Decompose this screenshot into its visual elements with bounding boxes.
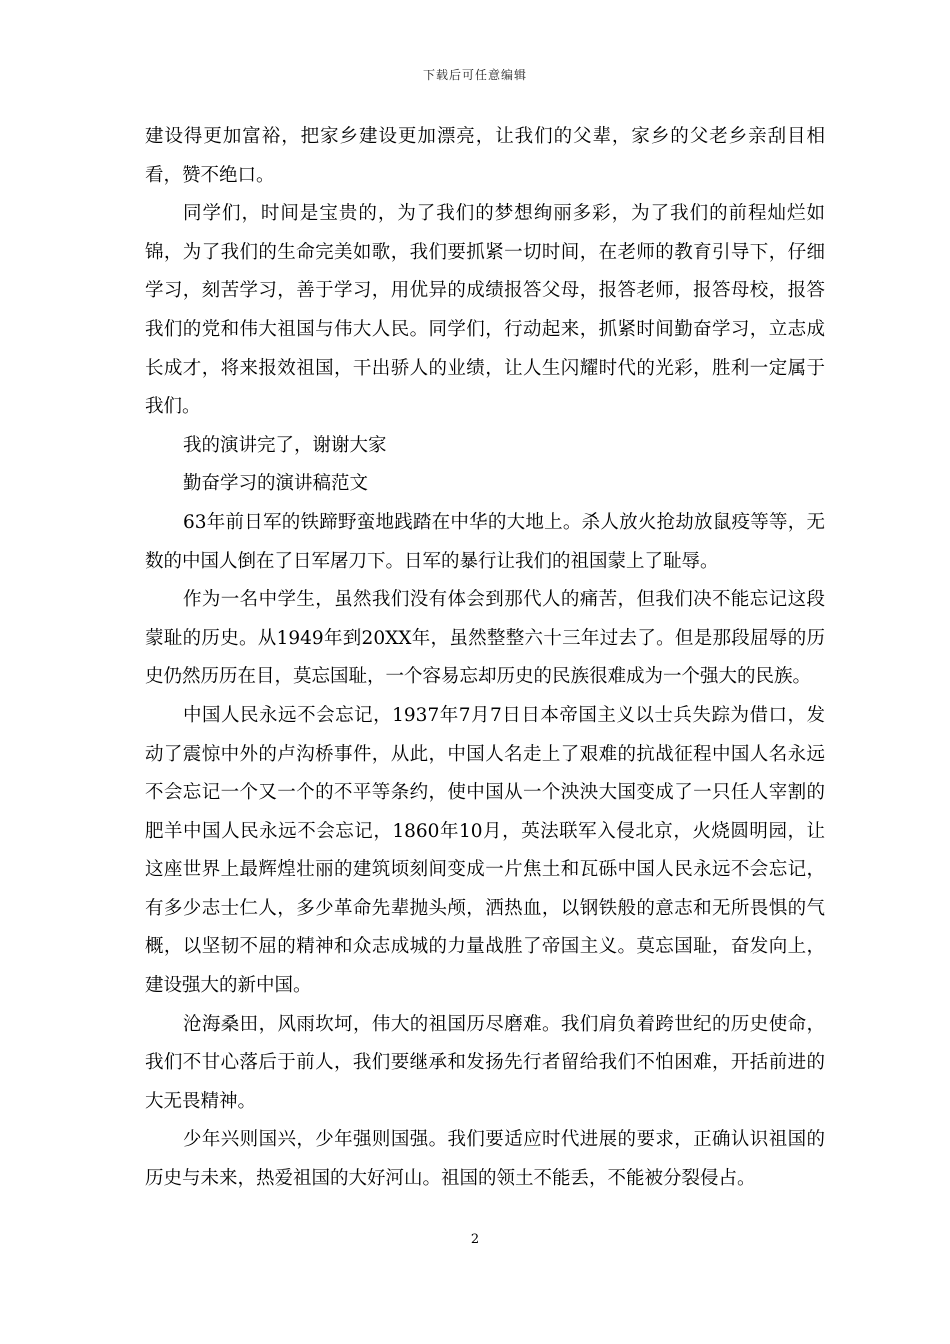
paragraph-7: 中国人民永远不会忘记，1937年7月7日日本帝国主义以士兵失踪为借口，发动了震惊中外的卢沟桥事件，从此，中国人名走上了艰难的抗战征程中国人名永远不会忘记一个又一个的不平等条约，使中国从一个泱泱大国变成了一只任人宰割的肥羊中国人民永远不会忘记，1860年10月，英法联军入侵北京，火烧圆明园，让这座世界上最辉煌壮丽的建筑顷刻间变成一片焦土和瓦砾中国人民永远不会忘记，有多少志士仁人，多少革命先辈抛头颅，洒热血，以钢铁般的意志和无所畏惧的气概，以坚韧不屈的精神和众志成城的力量战胜了帝国主义。莫忘国耻，奋发向上，建设强大的新中国。 xyxy=(145,704,825,997)
paragraph-2: 同学们，时间是宝贵的，为了我们的梦想绚丽多彩，为了我们的前程灿烂如锦，为了我们的生命完美如歌，我们要抓紧一切时间，在老师的教育引导下，仔细学习，刻苦学习，善于学习，用优异的成绩报答父母，报答老师，报答母校，报答我们的党和伟大祖国与伟大人民。同学们，行动起来，抓紧时间勤奋学习，立志成长成才，将来报效祖国，干出骄人的业绩，让人生闪耀时代的光彩，胜利一定属于我们。 xyxy=(145,203,825,418)
page-number: 2 xyxy=(470,1232,480,1247)
paragraph-5: 63年前日军的铁蹄野蛮地践踏在中华的大地上。杀人放火抢劫放鼠疫等等，无数的中国人倒在了日军屠刀下。日军的暴行让我们的祖国蒙上了耻辱。 xyxy=(145,511,825,572)
paragraph-1: 建设得更加富裕，把家乡建设更加漂亮，让我们的父辈，家乡的父老乡亲刮目相看，赞不绝口。 xyxy=(145,126,825,186)
paragraph-6: 作为一名中学生，虽然我们没有体会到那代人的痛苦，但我们决不能忘记这段蒙耻的历史。从1949年到20XX年，虽然整整六十三年过去了。但是那段屈辱的历史仍然历历在目，莫忘国耻，一个容易忘却历史的民族很难成为一个强大的民族。 xyxy=(145,589,825,688)
section-title: 勤奋学习的演讲稿范文 xyxy=(183,473,369,495)
paragraph-8: 沧海桑田，风雨坎坷，伟大的祖国历尽磨难。我们肩负着跨世纪的历史使命，我们不甘心落后于前人，我们要继承和发扬先行者留给我们不怕困难，开括前进的大无畏精神。 xyxy=(145,1013,825,1112)
document-body xyxy=(145,118,825,1199)
paragraph-3: 我的演讲完了，谢谢大家 xyxy=(183,434,387,456)
page-header: 下载后可任意编辑 xyxy=(422,68,527,82)
paragraph-9: 少年兴则国兴，少年强则国强。我们要适应时代进展的要求，正确认识祖国的历史与未来，热爱祖国的大好河山。祖国的领土不能丢，不能被分裂侵占。 xyxy=(145,1129,825,1190)
